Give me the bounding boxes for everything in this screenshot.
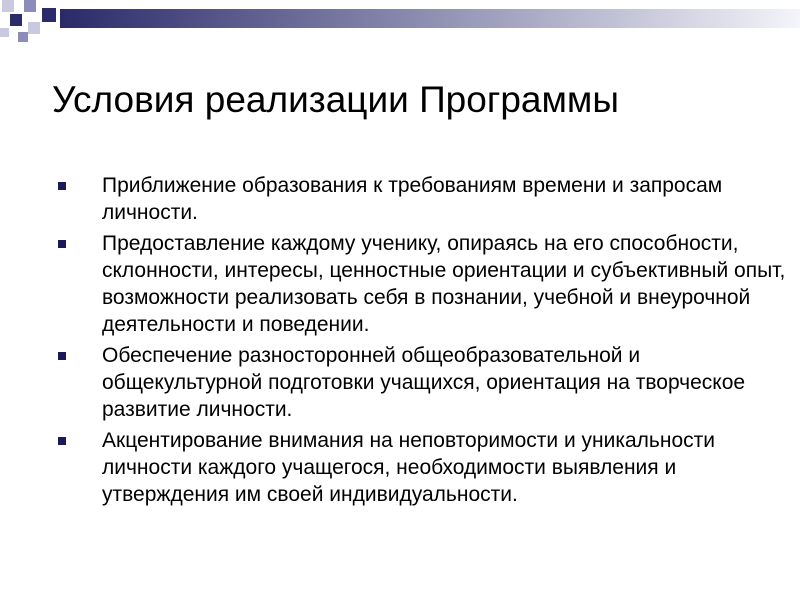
square-bullet-icon bbox=[58, 182, 66, 190]
decor-square bbox=[0, 28, 9, 37]
decor-square bbox=[28, 22, 40, 34]
decor-square bbox=[18, 32, 28, 42]
decor-square bbox=[42, 8, 56, 22]
bullet-text: Обеспечение разносторонней общеобразовательной и общекультурной подготовки учащихся, ориентация на творческое развитие личности. bbox=[102, 344, 746, 421]
bullet-text: Предоставление каждому ученику, опираясь на его способности, склонности, интересы, ценностные ориентации и субъективный опыт, возможности реализовать себя в познании, учебной и внеурочной деятельности и поведении. bbox=[102, 232, 786, 336]
decorative-header bbox=[0, 0, 800, 37]
bullet-item bbox=[52, 172, 792, 226]
gradient-band bbox=[60, 9, 800, 28]
decor-square bbox=[2, 0, 14, 12]
square-bullet-icon bbox=[58, 352, 66, 360]
bullet-text: Акцентирование внимания на неповторимости и уникальности личности каждого учащегося, необходимости выявления и утверждения им своей индивидуальности. bbox=[102, 429, 715, 506]
bullet-text: Приближение образования к требованиям времени и запросам личности. bbox=[102, 174, 723, 224]
bullet-list bbox=[52, 172, 792, 512]
bullet-item bbox=[52, 427, 792, 508]
decor-square bbox=[24, 0, 36, 12]
bullet-item bbox=[52, 342, 792, 423]
square-bullet-icon bbox=[58, 437, 66, 445]
decor-square bbox=[10, 14, 22, 26]
slide-title: Условия реализации Программы bbox=[52, 79, 619, 120]
square-bullet-icon bbox=[58, 240, 66, 248]
decorative-squares bbox=[0, 0, 60, 48]
bullet-item bbox=[52, 230, 792, 338]
